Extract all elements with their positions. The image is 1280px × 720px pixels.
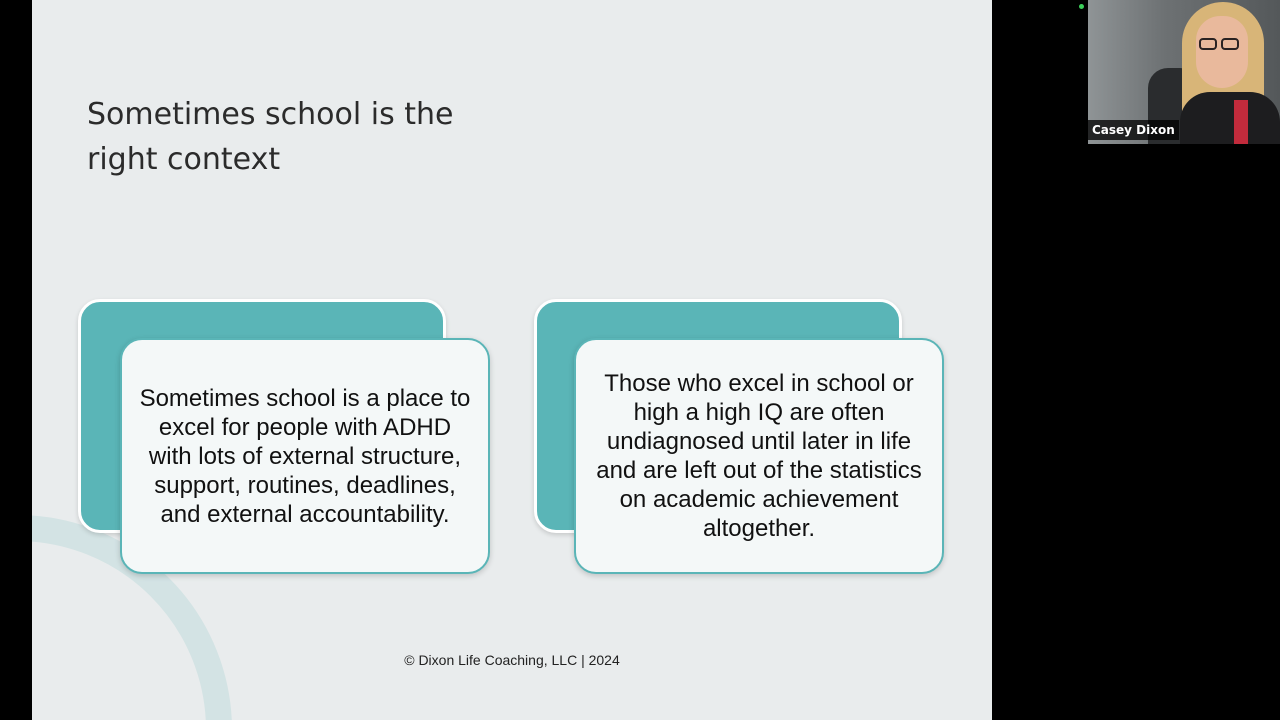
card-2-text: Those who excel in school or high a high IQ are often undiagnosed until later in life and are left out of the statistics on academic achievement altogether. xyxy=(596,370,922,542)
participant-collar xyxy=(1234,100,1248,144)
glasses-icon xyxy=(1221,38,1239,50)
shared-slide xyxy=(32,0,992,720)
slide-title: Sometimes school is the right context xyxy=(87,97,454,177)
participant-name-label: Casey Dixon xyxy=(1088,120,1179,140)
participant-face xyxy=(1196,16,1248,88)
glasses-icon xyxy=(1199,38,1217,50)
card-1 xyxy=(120,338,490,574)
card-1-text: Sometimes school is a place to excel for people with ADHD with lots of external structure, support, routines, deadlines, and external accountability. xyxy=(139,384,471,528)
participant-body xyxy=(1180,92,1280,144)
participant-video-tile[interactable] xyxy=(1088,0,1280,144)
speaking-indicator-icon xyxy=(1079,4,1084,9)
slide-footer: © Dixon Life Coaching, LLC | 2024 xyxy=(404,652,620,668)
card-2 xyxy=(574,338,944,574)
